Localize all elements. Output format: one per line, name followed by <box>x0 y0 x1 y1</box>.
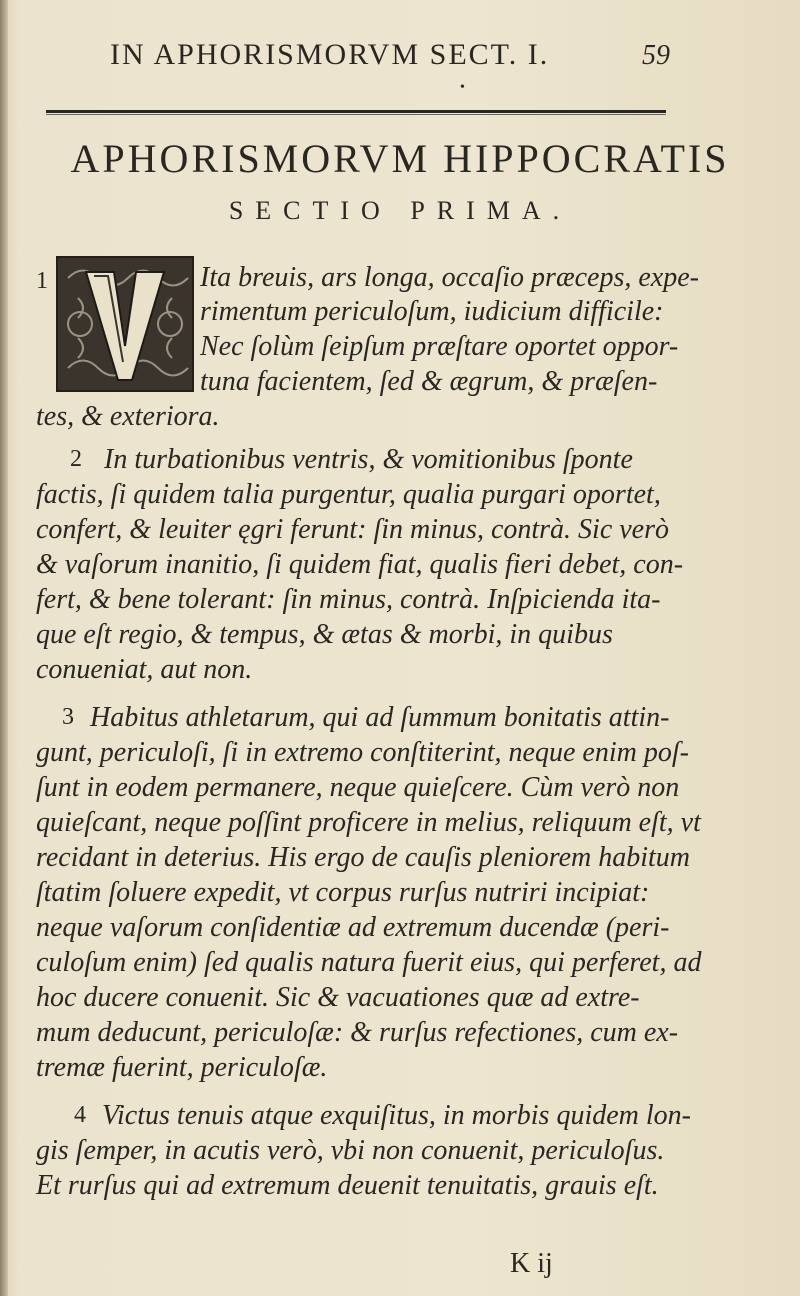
text-line: In turbationibus ventris, & vomitionibus ſponte <box>104 444 633 475</box>
text-line: fert, & bene tolerant: ſin minus, contrà. Inſpicienda ita- <box>36 584 661 615</box>
text-line: culoſum enim) ſed qualis natura fuerit eius, qui perferet, ad <box>36 947 702 978</box>
header-rule <box>46 110 666 113</box>
section-title: SECTIO PRIMA. <box>228 196 572 225</box>
running-title: IN APHORISMORVM SECT. I. <box>110 38 550 71</box>
aphorism-number: 3 <box>62 704 74 730</box>
text-line: mum deducunt, periculoſæ: & rurſus refectiones, cum ex- <box>36 1017 679 1048</box>
text-line: neque vaſorum conſidentiæ ad extremum ducendæ (peri- <box>36 912 670 943</box>
text-line: Habitus athletarum, qui ad ſummum bonitatis attin- <box>90 702 670 733</box>
text-line: rimentum periculoſum, iudicium difficile: <box>200 296 664 327</box>
header-rule-thin <box>46 114 666 115</box>
text-line: gis ſemper, in acutis verò, vbi non conuenit, periculoſus. <box>36 1135 665 1166</box>
text-line: gunt, periculoſi, ſi in extremo conſtiterint, neque enim poſ- <box>36 737 689 768</box>
decorated-initial-v-icon <box>56 256 194 392</box>
initial-ornament-icon <box>58 258 192 390</box>
text-line: ſtatim ſoluere expedit, vt corpus rurſus nutriri incipiat: <box>36 877 650 908</box>
text-line: tremæ fuerint, periculoſæ. <box>36 1052 328 1083</box>
text-line: Et rurſus qui ad extremum deuenit tenuitatis, grauis eſt. <box>36 1170 659 1201</box>
text-line: tes, & exteriora. <box>36 401 220 432</box>
text-line: ſunt in eodem permanere, neque quieſcere. Cùm verò non <box>36 772 680 803</box>
text-line: recidant in deterius. His ergo de cauſis pleniorem habitum <box>36 842 691 873</box>
text-line: hoc ducere conuenit. Sic & vacuationes quæ ad extre- <box>36 982 640 1013</box>
text-line: quieſcant, neque poſſint proficere in melius, reliquum eſt, vt <box>36 807 701 838</box>
aphorism-number: 2 <box>70 446 82 472</box>
text-line: tuna facientem, ſed & ægrum, & præſen- <box>200 366 658 397</box>
text-line: factis, ſi quidem talia purgentur, qualia purgari oportet, <box>36 479 661 510</box>
text-line: conueniat, aut non. <box>36 654 253 685</box>
main-title: APHORISMORVM HIPPOCRATIS <box>70 136 730 181</box>
text-line: Victus tenuis atque exquiſitus, in morbis quidem lon- <box>102 1100 691 1131</box>
text-line: que eſt regio, & tempus, & ætas & morbi, in quibus <box>36 619 613 650</box>
text-line: Ita breuis, ars longa, occaſio præceps, expe- <box>200 262 699 293</box>
text-line: & vaſorum inanitio, ſi quidem fiat, qualis fieri debet, con- <box>36 549 684 580</box>
text-line: Nec ſolùm ſeipſum præſtare oportet oppor- <box>200 331 679 362</box>
running-head <box>110 38 670 78</box>
text-line: confert, & leuiter ęgri ferunt: ſin minus, contrà. Sic verò <box>36 514 670 545</box>
dot-ornament: • <box>460 80 465 95</box>
aphorism-number: 4 <box>74 1102 86 1128</box>
page-number: 59 <box>642 40 670 71</box>
aphorism-number: 1 <box>36 268 48 294</box>
page-gutter <box>0 0 8 1296</box>
catchword-signature: K ij <box>510 1248 553 1279</box>
